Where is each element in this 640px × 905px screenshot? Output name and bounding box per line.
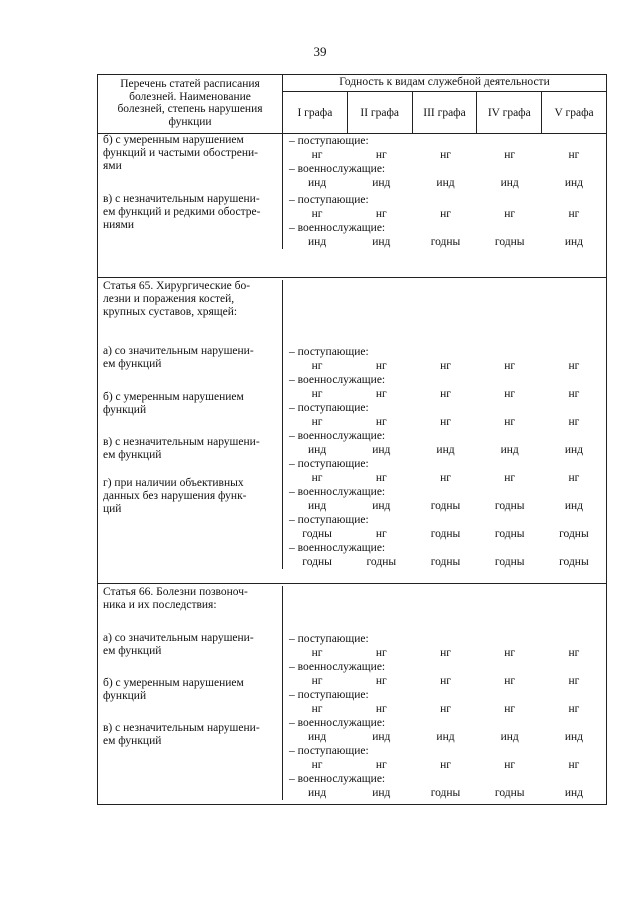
section-right-cell bbox=[283, 134, 606, 249]
header-columns bbox=[283, 92, 606, 133]
item-left bbox=[103, 345, 278, 371]
item-label-line: в) с незначительным нарушени- bbox=[103, 436, 260, 448]
item-label-line: б) с умеренным нарушением bbox=[103, 677, 244, 689]
applicants-values bbox=[285, 758, 606, 772]
military-values bbox=[285, 387, 606, 401]
grade-cell: инд bbox=[564, 177, 583, 189]
grade-cell: нг bbox=[440, 208, 451, 220]
grade-cell: годны bbox=[302, 556, 332, 568]
grade-cell: нг bbox=[440, 759, 451, 771]
item-label-line: а) со значительным нарушени- bbox=[103, 632, 254, 644]
applicants-label: – поступающие: bbox=[289, 689, 369, 701]
item-label-line: в) с незначительным нарушени- bbox=[103, 193, 260, 205]
grade-cell: нг bbox=[568, 149, 580, 161]
grade-cell: инд bbox=[564, 500, 583, 512]
item-label-line: данных без нарушения функ- bbox=[103, 490, 247, 502]
grade-cell: инд bbox=[436, 444, 455, 456]
grade-cell: нг bbox=[375, 759, 387, 771]
item-label-line: функций bbox=[103, 690, 147, 702]
item-label-line: б) с умеренным нарушением bbox=[103, 134, 244, 146]
grade-cell: инд bbox=[564, 787, 583, 799]
grade-cell: инд bbox=[372, 731, 391, 743]
grade-cell: нг bbox=[311, 208, 323, 220]
grade-cell: нг bbox=[311, 149, 323, 161]
grade-cell: годны bbox=[494, 236, 525, 248]
military-values bbox=[285, 443, 606, 457]
item-values bbox=[285, 345, 606, 401]
grade-cell: годны bbox=[494, 528, 525, 540]
grade-cell: нг bbox=[504, 647, 516, 659]
page-number: 39 bbox=[313, 44, 327, 59]
item-label bbox=[103, 677, 278, 703]
column-header: V графа bbox=[554, 106, 594, 119]
grade-cell: инд bbox=[308, 500, 327, 512]
grade-cell: инд bbox=[500, 177, 519, 189]
item-right bbox=[285, 345, 606, 401]
grade-cell: нг bbox=[375, 388, 387, 400]
item-label-line: ниями bbox=[103, 219, 135, 231]
section-left-cell bbox=[98, 280, 283, 569]
item-label bbox=[103, 436, 278, 462]
header-right-cell bbox=[283, 75, 606, 133]
header-left-line: функции bbox=[168, 115, 212, 128]
grade-cell: инд bbox=[372, 177, 391, 189]
grade-cell: нг bbox=[375, 416, 387, 428]
military-values bbox=[285, 555, 606, 569]
applicants-values bbox=[285, 359, 606, 373]
grade-cell: инд bbox=[308, 444, 327, 456]
applicants-label: – поступающие: bbox=[289, 745, 369, 757]
item-left bbox=[103, 436, 278, 462]
applicants-values bbox=[285, 415, 606, 429]
grade-cell: нг bbox=[375, 647, 387, 659]
grade-cell: инд bbox=[372, 787, 391, 799]
grade-cell: нг bbox=[311, 647, 323, 659]
grade-cell: нг bbox=[375, 360, 387, 372]
article-title-line: Статья 65. Хирургические бо- bbox=[103, 280, 251, 292]
fitness-table bbox=[97, 74, 607, 805]
grade-cell: годны bbox=[494, 500, 525, 512]
grade-cell: годны bbox=[302, 528, 332, 540]
article-title-line: крупных суставов, хрящей: bbox=[103, 306, 238, 318]
article-title-line: ника и их последствия: bbox=[103, 599, 217, 611]
item-label-line: ем функций и редкими обостре- bbox=[103, 206, 261, 218]
column-header: I графа bbox=[283, 92, 348, 133]
military-values bbox=[285, 674, 606, 688]
grade-cell: нг bbox=[440, 388, 451, 400]
military-label: – военнослужащие: bbox=[289, 374, 386, 386]
grade-cell: нг bbox=[504, 149, 516, 161]
grade-cell: нг bbox=[440, 675, 451, 687]
article-title bbox=[103, 586, 278, 612]
grade-cell: нг bbox=[440, 416, 451, 428]
item-label-line: ем функций bbox=[103, 449, 162, 461]
grade-cell: инд bbox=[436, 177, 455, 189]
grade-cell: нг bbox=[568, 208, 580, 220]
military-label: – военнослужащие: bbox=[289, 486, 386, 498]
header-right-title: Годность к видам служебной деятельности bbox=[283, 75, 606, 92]
item-right bbox=[285, 193, 606, 249]
item-label-line: ем функций bbox=[103, 735, 162, 747]
item-right bbox=[285, 688, 606, 744]
grade-cell: нг bbox=[568, 675, 580, 687]
item-label-line: б) с умеренным нарушением bbox=[103, 391, 244, 403]
grade-cell: нг bbox=[504, 759, 516, 771]
grade-cell: нг bbox=[311, 388, 323, 400]
grade-cell: нг bbox=[311, 675, 323, 687]
article-section bbox=[98, 584, 606, 804]
grade-cell: нг bbox=[311, 416, 323, 428]
grade-cell: нг bbox=[311, 472, 323, 484]
grade-cell: нг bbox=[504, 472, 516, 484]
grade-cell: инд bbox=[308, 787, 327, 799]
article-title-line: лезни и поражения костей, bbox=[103, 293, 235, 305]
column-header: III графа bbox=[413, 92, 478, 133]
grade-cell: инд bbox=[564, 444, 583, 456]
grade-cell: инд bbox=[372, 500, 391, 512]
grade-cell: годны bbox=[494, 556, 525, 568]
table-body bbox=[98, 134, 606, 804]
grade-cell: нг bbox=[568, 647, 580, 659]
item-values bbox=[285, 688, 606, 744]
grade-cell: нг bbox=[568, 472, 580, 484]
item-label bbox=[103, 391, 278, 417]
grade-cell: нг bbox=[440, 360, 451, 372]
grade-cell: нг bbox=[568, 388, 580, 400]
military-label: – военнослужащие: bbox=[289, 542, 386, 554]
grade-cell: годны bbox=[430, 556, 461, 568]
article-title bbox=[103, 280, 278, 319]
grade-cell: нг bbox=[504, 703, 516, 715]
item-label bbox=[103, 722, 278, 748]
section-left-cell bbox=[98, 586, 283, 800]
grade-cell: инд bbox=[564, 731, 583, 743]
military-values bbox=[285, 235, 606, 249]
grade-cell: нг bbox=[440, 149, 451, 161]
item-values bbox=[285, 134, 606, 190]
grade-cell: нг bbox=[504, 388, 516, 400]
applicants-label: – поступающие: bbox=[289, 633, 369, 645]
military-values bbox=[285, 786, 606, 800]
item-right bbox=[285, 401, 606, 457]
grade-cell: нг bbox=[504, 208, 516, 220]
grade-cell: нг bbox=[375, 703, 387, 715]
applicants-values bbox=[285, 702, 606, 716]
item-right bbox=[285, 513, 606, 569]
applicants-label: – поступающие: bbox=[289, 458, 369, 470]
item-left bbox=[103, 722, 278, 748]
grade-cell: годны bbox=[559, 528, 589, 540]
applicants-values bbox=[285, 207, 606, 221]
grade-cell: нг bbox=[440, 703, 451, 715]
applicants-values bbox=[285, 471, 606, 485]
grade-cell: годны bbox=[494, 787, 525, 799]
item-values bbox=[285, 744, 606, 800]
grade-cell: нг bbox=[504, 416, 516, 428]
column-header: II графа bbox=[348, 92, 413, 133]
item-label-line: ций bbox=[103, 503, 122, 515]
grade-cell: годны bbox=[430, 528, 461, 540]
grade-cell: нг bbox=[375, 675, 387, 687]
applicants-label: – поступающие: bbox=[289, 402, 369, 414]
grade-cell: годны bbox=[430, 787, 461, 799]
item-right bbox=[285, 744, 606, 800]
item-left bbox=[103, 391, 278, 417]
item-label-line: в) с незначительным нарушени- bbox=[103, 722, 260, 734]
item-label-line: ями bbox=[103, 160, 122, 172]
applicants-label: – поступающие: bbox=[289, 514, 369, 526]
applicants-values bbox=[285, 646, 606, 660]
item-right bbox=[285, 632, 606, 688]
item-label-line: функций и частыми обострени- bbox=[103, 147, 258, 159]
grade-cell: инд bbox=[372, 444, 391, 456]
item-right bbox=[285, 134, 606, 190]
military-label: – военнослужащие: bbox=[289, 661, 386, 673]
military-label: – военнослужащие: bbox=[289, 222, 386, 234]
grade-cell: нг bbox=[311, 759, 323, 771]
military-values bbox=[285, 499, 606, 513]
grade-cell: нг bbox=[440, 647, 451, 659]
item-left bbox=[103, 193, 278, 232]
grade-cell: нг bbox=[440, 472, 451, 484]
grade-cell: нг bbox=[504, 675, 516, 687]
grade-cell: годны bbox=[430, 500, 461, 512]
item-values bbox=[285, 401, 606, 457]
item-label-line: а) со значительным нарушени- bbox=[103, 345, 254, 357]
item-values bbox=[285, 193, 606, 249]
grade-cell: нг bbox=[568, 759, 580, 771]
grade-cell: инд bbox=[436, 731, 455, 743]
header-left-cell bbox=[98, 75, 283, 133]
grade-cell: нг bbox=[568, 703, 580, 715]
section-right-cell bbox=[283, 586, 606, 800]
header-left-line: болезней, степень нарушения bbox=[117, 103, 263, 115]
article-section bbox=[98, 278, 606, 584]
military-label: – военнослужащие: bbox=[289, 163, 386, 175]
item-label bbox=[103, 134, 278, 173]
grade-cell: годны bbox=[559, 556, 589, 568]
grade-cell: инд bbox=[308, 177, 327, 189]
grade-cell: нг bbox=[504, 360, 516, 372]
item-label bbox=[103, 193, 278, 232]
item-left bbox=[103, 134, 278, 173]
item-right bbox=[285, 457, 606, 513]
section-right-cell bbox=[283, 280, 606, 569]
table-header bbox=[98, 75, 606, 134]
item-label bbox=[103, 477, 278, 516]
item-values bbox=[285, 632, 606, 688]
item-values bbox=[285, 457, 606, 513]
grade-cell: инд bbox=[500, 731, 519, 743]
item-values bbox=[285, 513, 606, 569]
item-label-line: функций bbox=[103, 404, 147, 416]
grade-cell: инд bbox=[564, 236, 583, 248]
applicants-values bbox=[285, 148, 606, 162]
grade-cell: нг bbox=[375, 472, 387, 484]
grade-cell: годны bbox=[430, 236, 461, 248]
grade-cell: инд bbox=[308, 236, 327, 248]
applicants-values bbox=[285, 527, 606, 541]
grade-cell: инд bbox=[308, 731, 327, 743]
item-label bbox=[103, 345, 278, 371]
item-left bbox=[103, 632, 278, 658]
article-section bbox=[98, 134, 606, 278]
military-label: – военнослужащие: bbox=[289, 773, 386, 785]
section-left-cell bbox=[98, 134, 283, 249]
grade-cell: нг bbox=[375, 149, 387, 161]
grade-cell: нг bbox=[568, 416, 580, 428]
article-title-line: Статья 66. Болезни позвоноч- bbox=[103, 586, 248, 598]
grade-cell: нг bbox=[311, 360, 323, 372]
header-left-line: болезней. Наименование bbox=[129, 90, 251, 103]
military-values bbox=[285, 176, 606, 190]
military-label: – военнослужащие: bbox=[289, 430, 386, 442]
grade-cell: нг bbox=[375, 528, 387, 540]
applicants-label: – поступающие: bbox=[289, 194, 369, 206]
grade-cell: нг bbox=[568, 360, 580, 372]
item-label-line: ем функций bbox=[103, 358, 162, 370]
grade-cell: нг bbox=[311, 703, 323, 715]
column-header: IV графа bbox=[477, 92, 542, 133]
military-label: – военнослужащие: bbox=[289, 717, 386, 729]
grade-cell: инд bbox=[372, 236, 391, 248]
item-label-line: г) при наличии объективных bbox=[103, 477, 244, 489]
item-label bbox=[103, 632, 278, 658]
grade-cell: годны bbox=[366, 556, 397, 568]
item-label-line: ем функций bbox=[103, 645, 162, 657]
applicants-label: – поступающие: bbox=[289, 135, 369, 147]
grade-cell: нг bbox=[375, 208, 387, 220]
applicants-label: – поступающие: bbox=[289, 346, 369, 358]
grade-cell: инд bbox=[500, 444, 519, 456]
header-left-line: Перечень статей расписания bbox=[120, 78, 260, 90]
item-left bbox=[103, 677, 278, 703]
military-values bbox=[285, 730, 606, 744]
item-left bbox=[103, 477, 278, 516]
